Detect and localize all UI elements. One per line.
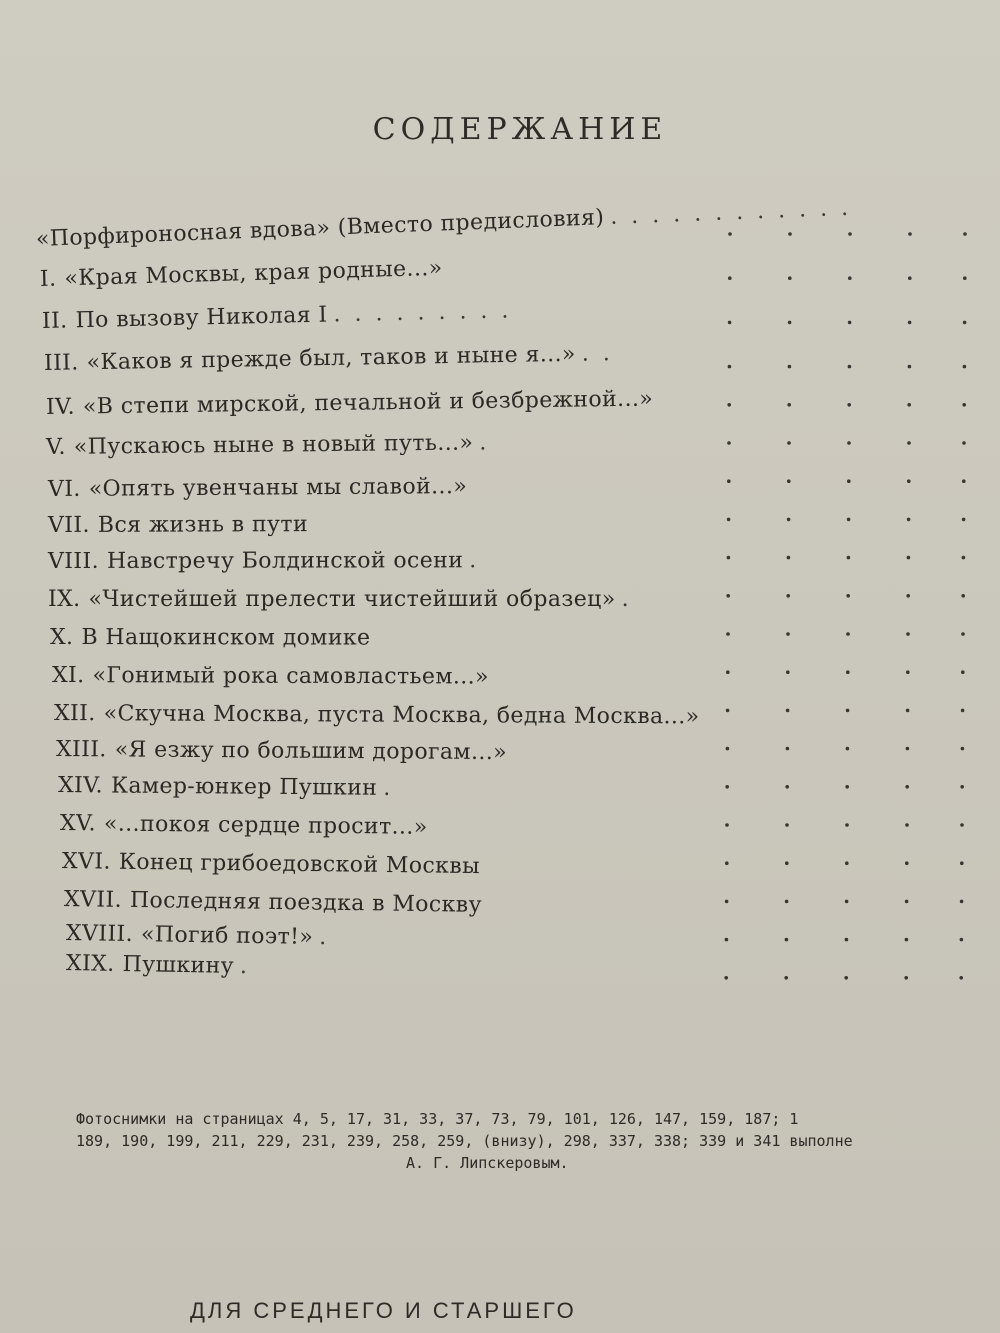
leader-dot (845, 938, 849, 942)
leader-dot (905, 900, 909, 904)
leader-dot (907, 479, 911, 483)
toc-entry-title: Пушкину (122, 951, 235, 979)
leader-dot (908, 232, 912, 236)
leader-dot (906, 594, 910, 598)
leader-dot (726, 594, 730, 598)
leader-dot (905, 861, 909, 865)
leader-dot (786, 670, 790, 674)
leader-dot (905, 938, 909, 942)
leader-dot (788, 365, 792, 369)
leader-dot (728, 321, 732, 325)
toc-entry-number: XIII. (55, 737, 107, 763)
leader-dot (786, 594, 790, 598)
leader-dot (727, 518, 731, 522)
leader-dot (728, 232, 732, 236)
leader-dot (786, 709, 790, 713)
leader-dot (788, 321, 792, 325)
leader-dot (785, 785, 789, 789)
leader-dot (784, 976, 788, 980)
leader-dot (728, 276, 732, 280)
toc-entry-title: «Опять увенчаны мы славой...» (88, 474, 468, 502)
leader-dot (959, 976, 963, 980)
leader-dot (845, 823, 849, 827)
toc-entry-number: IX. (48, 587, 81, 612)
leader-dot (961, 709, 965, 713)
toc-entry-title: Конец грибоедовской Москвы (118, 849, 481, 880)
toc-entry-number: VI. (47, 476, 81, 502)
toc-leader-dots: . (383, 775, 405, 802)
toc-entry-title: «Погиб поэт!» (140, 922, 314, 950)
leader-dot (785, 823, 789, 827)
toc-leader-dots: . (621, 587, 643, 612)
leader-dot (906, 632, 910, 636)
leader-dot (906, 670, 910, 674)
leader-dot (963, 276, 967, 280)
leader-dot (906, 747, 910, 751)
credits-line-3: А. Г. Липскеровым. (406, 1154, 569, 1172)
toc-entry-title: По вызову Николая I (75, 302, 328, 334)
toc-entry-title: «Я езжу по большим дорогам...» (114, 737, 508, 766)
toc-leader-dots: . (479, 430, 501, 456)
leader-dot (905, 823, 909, 827)
leader-dot (787, 479, 791, 483)
leader-dot (786, 632, 790, 636)
leader-dot (847, 556, 851, 560)
leader-dot (962, 556, 966, 560)
leader-dot (846, 747, 850, 751)
toc-entry-title: Вся жизнь в пути (97, 512, 309, 538)
leader-dot (845, 785, 849, 789)
toc-entry-number: VIII. (47, 548, 99, 574)
leader-dot (908, 321, 912, 325)
leader-dot (848, 365, 852, 369)
toc-entry-title: В Нащокинском домике (81, 625, 371, 651)
toc-entry-title: Последняя поездка в Москву (129, 887, 483, 918)
toc-entry-title: Навстречу Болдинской осени (106, 548, 464, 574)
toc-entry-number: XVI. (61, 849, 111, 875)
leader-dot (961, 632, 965, 636)
leader-dot (846, 594, 850, 598)
toc-entry-number: X. (49, 625, 74, 651)
leader-dot (845, 900, 849, 904)
leader-dot (785, 900, 789, 904)
toc-entry-number: III. (43, 350, 79, 376)
leader-dot (963, 365, 967, 369)
leader-dot (726, 747, 730, 751)
toc-entry-number: VII. (47, 512, 90, 538)
leader-dot (907, 403, 911, 407)
toc-leader-dots: .. (581, 340, 625, 367)
leader-dot (788, 232, 792, 236)
leader-dot (725, 938, 729, 942)
leader-dot (727, 556, 731, 560)
toc-entry-title: «Порфироносная вдова» (Вместо предисловия) (35, 205, 605, 252)
leader-dot (960, 785, 964, 789)
leader-dot (726, 709, 730, 713)
leader-dot (906, 709, 910, 713)
toc-entry-number: XVIII. (65, 921, 134, 948)
leader-dot (960, 823, 964, 827)
leader-dot (787, 403, 791, 407)
toc-entry-number: XVII. (63, 887, 123, 913)
leader-dot (724, 976, 728, 980)
audience-note: ДЛЯ СРЕДНЕГО И СТАРШЕГО (190, 1298, 577, 1323)
toc-entry-number: V. (45, 434, 66, 460)
toc-leader-dots: ......... (333, 298, 523, 328)
toc-entry-title: Камер-юнкер Пушкин (110, 773, 378, 801)
toc-entry-number: XIV. (57, 773, 104, 799)
leader-dot (962, 479, 966, 483)
credits-line-2: 189, 190, 199, 211, 229, 231, 239, 258, 259, (внизу), 298, 337, 338; 339 и 341 выполне (76, 1132, 853, 1150)
toc-entry-title: «Гонимый рока самовластьем...» (92, 663, 489, 690)
leader-dot (904, 976, 908, 980)
leader-dot (787, 441, 791, 445)
leader-dot (961, 670, 965, 674)
leader-dot (847, 479, 851, 483)
leader-dot (960, 938, 964, 942)
leader-dot (908, 365, 912, 369)
toc-entry-number: IV. (45, 394, 76, 420)
leader-dot (785, 861, 789, 865)
credits-line-1: Фотоснимки на страницах 4, 5, 17, 31, 33, 37, 73, 79, 101, 126, 147, 159, 187; 1 (76, 1110, 799, 1128)
leader-dot (908, 276, 912, 280)
toc-entry-number: I. (39, 266, 57, 292)
table-of-contents (0, 195, 1000, 988)
leader-dot (962, 403, 966, 407)
leader-dot (727, 479, 731, 483)
toc-entry-title: «Пускаюсь ныне в новый путь...» (73, 430, 474, 460)
leader-dot (725, 900, 729, 904)
photo-credits (76, 1108, 1000, 1174)
toc-entry-number: XII. (53, 701, 96, 727)
leader-dot (960, 900, 964, 904)
leader-dot (788, 276, 792, 280)
toc-entry-title: «...покоя сердце просит...» (103, 811, 428, 840)
leader-dot (907, 441, 911, 445)
leader-dot (726, 670, 730, 674)
leader-dot-grid (0, 208, 1000, 988)
toc-leader-dots: . (239, 954, 262, 980)
leader-dot (846, 709, 850, 713)
leader-dot (847, 441, 851, 445)
leader-dot (848, 276, 852, 280)
leader-dot (846, 670, 850, 674)
leader-dot (905, 785, 909, 789)
leader-dot (907, 518, 911, 522)
leader-dot (787, 556, 791, 560)
toc-entry-number: XI. (51, 663, 85, 689)
toc-entry-number: XV. (59, 811, 97, 837)
leader-dot (961, 747, 965, 751)
toc-entry-number: II. (41, 308, 68, 334)
leader-dot (727, 403, 731, 407)
leader-dot (846, 632, 850, 636)
toc-entry-number: XIX. (65, 951, 115, 977)
leader-dot (786, 747, 790, 751)
toc-leader-dots: ............ (609, 195, 863, 230)
toc-leader-dots: . (319, 924, 341, 951)
leader-dot (725, 785, 729, 789)
leader-dot (844, 976, 848, 980)
toc-entry-title: «Скучна Москва, пуста Москва, бедна Москва...» (103, 701, 700, 730)
toc-leader-dots: . (469, 548, 491, 574)
toc-entry-title: «Каков я прежде был, таков и ныне я...» (86, 341, 577, 376)
leader-dot (727, 441, 731, 445)
leader-dot (962, 441, 966, 445)
leader-dot (845, 861, 849, 865)
toc-entry-title: «Края Москвы, края родные...» (64, 255, 443, 292)
leader-dot (785, 938, 789, 942)
leader-dot (963, 321, 967, 325)
leader-dot (726, 632, 730, 636)
leader-dot (961, 594, 965, 598)
leader-dot (960, 861, 964, 865)
leader-dot (725, 861, 729, 865)
leader-dot (728, 365, 732, 369)
leader-dot (848, 321, 852, 325)
toc-entry-title: «Чистейшей прелести чистейший образец» (88, 587, 616, 612)
leader-dot (962, 518, 966, 522)
leader-dot (907, 556, 911, 560)
leader-dot (847, 518, 851, 522)
toc-entry-title: «В степи мирской, печальной и безбрежной...» (82, 386, 654, 420)
leader-dot (787, 518, 791, 522)
leader-dot (848, 232, 852, 236)
leader-dot (963, 232, 967, 236)
leader-dot (847, 403, 851, 407)
page-title: СОДЕРЖАНИЕ (372, 112, 668, 147)
leader-dot (725, 823, 729, 827)
